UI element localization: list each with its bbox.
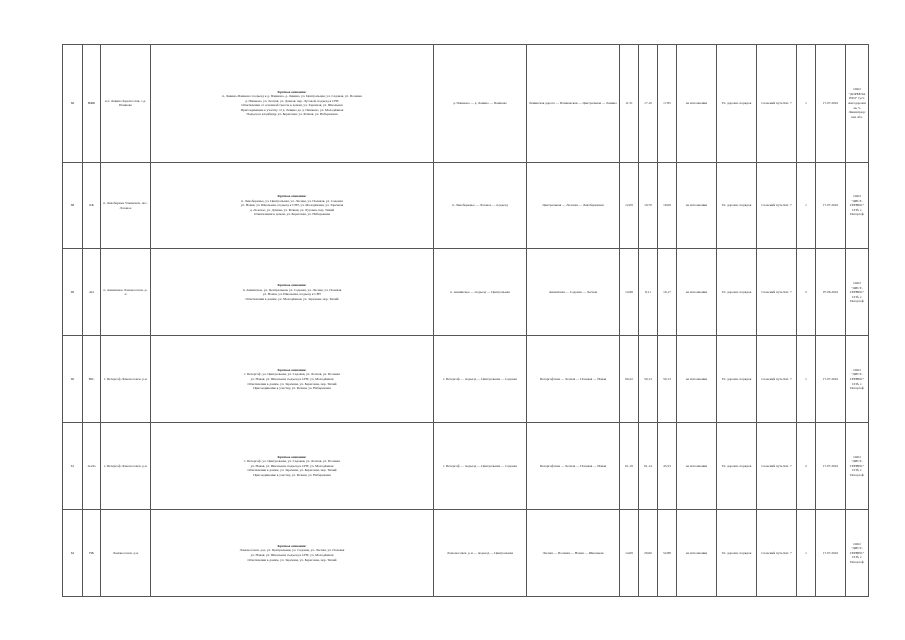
- road-from: Ломоносовск. р-н — подъезд — Центральная: [434, 510, 527, 597]
- description-line: п. Аннинское, ул. Центральная, ул. Садовая, ул. Лесная, ул. Полевая: [242, 287, 342, 292]
- width-value: 19,70: [639, 162, 658, 249]
- roads-table: [62, 44, 869, 597]
- description-line: г. Петергоф, ул. Центральная, ул. Садовая, ул. Лесная, ул. Полевая: [244, 372, 340, 377]
- status-value: на исполнении: [677, 510, 717, 597]
- organization-value: ООО "ДОРБЕЛАВТО" густ. Автодорожная, 5, Ленинградская обл.: [846, 45, 869, 163]
- row-description: [151, 162, 434, 249]
- description-line: ул. Новая, ул. Школьная, подъезд к СНТ, ул. Молодёжная, ул. Заречная: [240, 203, 344, 208]
- road-to: Петергофская — Лесная — Полевая — Новая: [527, 336, 620, 423]
- row-code: АО: [83, 249, 101, 336]
- description-line: п. Левино-Пашково: подъезд к д. Пашково, д. Левино, ул. Центральная, ул. Садовая, ул. Полевая: [222, 94, 362, 99]
- category-value: Сельский путь Кат. 7: [757, 249, 797, 336]
- description-heading: Краткое описание:: [277, 194, 307, 199]
- table-row: [63, 336, 869, 423]
- table-body: [63, 45, 869, 597]
- width-value: 20,60: [639, 510, 658, 597]
- road-from: п. Аннинское — подъезд — Центральная: [434, 249, 527, 336]
- road-from: д. Пашково — д. Левино — Пашково: [434, 45, 527, 163]
- row-location: в п. Левино Краснослав. с.д. Пашково: [101, 45, 151, 163]
- row-code: НЖБ: [83, 45, 101, 163]
- count-value: 1: [797, 162, 816, 249]
- description-heading: Краткое описание:: [277, 543, 307, 548]
- kind-value: Ул. дорожн. порядок: [717, 510, 757, 597]
- organization-value: ООО "ДИСТ-СЕРВИС" СПб, г. Петергоф: [846, 162, 869, 249]
- description-line: ул. Новая, ул. Школьная, подъезд к СНТ, ул. Молодёжная: [250, 553, 334, 558]
- row-description: [151, 423, 434, 510]
- description-lines: [153, 94, 431, 117]
- kind-value: Ул. дорожн. порядок: [717, 249, 757, 336]
- description-line: п. Левобережье, ул. Центральная, ул. Лесная, ул. Полевая, ул. Садовая: [241, 198, 343, 203]
- description-lines: [153, 459, 431, 477]
- description-line: Ответвления к домам, ул. Заречная, ул. Береговая, пер. Тихий: [247, 557, 337, 562]
- road-from: г. Петергоф — подъезд — Центральная — Садовая: [434, 336, 527, 423]
- date-value: 17.07.2022: [816, 423, 846, 510]
- description-line: Подъезд к кладбищу, ул. Береговая, ул. Речная, ул. Набережная: [246, 112, 338, 117]
- length-value: 60,22: [620, 336, 639, 423]
- description-heading: Краткое описание:: [277, 367, 307, 372]
- row-code: АлЛо: [83, 423, 101, 510]
- category-value: Сельский путь Кат. 7: [757, 423, 797, 510]
- description-line: д. Лозовое, ул. Дачная, ул. Речная, ул. Луговая, пер. Тихий: [249, 207, 335, 212]
- width-value: 17,10: [639, 45, 658, 163]
- status-value: на исполнении: [677, 162, 717, 249]
- row-location: п. Аннинское Ломоносовск. р-н: [101, 249, 151, 336]
- row-number: 66: [63, 45, 83, 163]
- width-value: 50,13: [639, 336, 658, 423]
- category-value: Сельский путь Кат. 7: [757, 336, 797, 423]
- description-line: ул. Новая, ул. Школьная, подъезд к СНТ, ул. Молодёжная: [250, 463, 334, 468]
- area-value: 17,85: [658, 45, 677, 163]
- status-value: на исполнении: [677, 423, 717, 510]
- category-value: Сельский путь Кат. 7: [757, 45, 797, 163]
- date-value: 17.07.2022: [816, 336, 846, 423]
- count-value: 2: [797, 423, 816, 510]
- date-value: 17.07.2022: [816, 45, 846, 163]
- description-line: Присоединение к участку от д. Левино до д. Пашково, ул. Молодёжная: [240, 107, 344, 112]
- category-value: Сельский путь Кат. 7: [757, 510, 797, 597]
- description-line: Ответвления к домам, ул. Заречная, ул. Береговая, пер. Тихий: [247, 381, 337, 386]
- row-code: НБ: [83, 510, 101, 597]
- row-number: 62: [63, 510, 83, 597]
- road-from: п. Левобережье — Лозовое — подъезд: [434, 162, 527, 249]
- road-to: Левинская дорога — Пашковская — Центральная — Левино: [527, 45, 620, 163]
- area-value: 16,17: [658, 249, 677, 336]
- description-lines: [153, 199, 431, 217]
- kind-value: Ул. дорожн. порядок: [717, 45, 757, 163]
- status-value: на исполнении: [677, 336, 717, 423]
- road-to: Центральная — Лозовая — Левобережная: [527, 162, 620, 249]
- count-value: 1: [797, 510, 816, 597]
- kind-value: Ул. дорожн. порядок: [717, 423, 757, 510]
- organization-value: ООО "ДИСТ-СЕРВИС" СПб, г. Петергоф: [846, 423, 869, 510]
- description-line: Ответвления к домам, ул. Заречная, ул. Береговая, пер. Тихий: [247, 468, 337, 473]
- kind-value: Ул. дорожн. порядок: [717, 336, 757, 423]
- width-value: 8,11: [639, 249, 658, 336]
- road-to: Аннинская — Садовая — Лесная: [527, 249, 620, 336]
- road-from: г. Петергоф — подъезд — Центральная — Садовая: [434, 423, 527, 510]
- row-number: 69: [63, 249, 83, 336]
- area-value: 52,88: [658, 510, 677, 597]
- organization-value: ООО "ДИСТ-СЕРВИС" СПб, г. Петергоф: [846, 336, 869, 423]
- length-value: 11,51: [620, 45, 639, 163]
- row-description: [151, 336, 434, 423]
- area-value: 45,53: [658, 423, 677, 510]
- description-line: Ответвления от основной трассы к домам, ул. Заречная, ул. Школьная: [241, 103, 343, 108]
- date-value: 07.06.2022: [816, 249, 846, 336]
- description-lines: [153, 372, 431, 390]
- row-description: [151, 249, 434, 336]
- description-line: ул. Новая, ул. Школьная, подъезд к СНТ, ул. Молодёжная: [250, 377, 334, 381]
- category-value: Сельский путь Кат. 7: [757, 162, 797, 249]
- row-number: 68: [63, 162, 83, 249]
- status-value: на исполнении: [677, 45, 717, 163]
- description-line: Ломоносовск. р-н, ул. Центральная, ул. Садовая, ул. Лесная, ул. Полевая: [239, 548, 345, 553]
- row-description: [151, 45, 434, 163]
- date-value: 17.07.2022: [816, 162, 846, 249]
- description-heading: Краткое описание:: [277, 454, 307, 459]
- row-location: Ломоносовск. р-н: [101, 510, 151, 597]
- width-value: 61,14: [639, 423, 658, 510]
- description-heading: Краткое описание:: [277, 89, 307, 94]
- kind-value: Ул. дорожн. порядок: [717, 162, 757, 249]
- table-row: [63, 249, 869, 336]
- description-lines: [153, 548, 431, 562]
- table-row: [63, 423, 869, 510]
- table-row: [63, 45, 869, 163]
- row-description: [151, 510, 434, 597]
- row-location: п. Левобережь Ульяновск. пос. Лозовое: [101, 162, 151, 249]
- length-value: 14,69: [620, 510, 639, 597]
- row-number: 61: [63, 423, 83, 510]
- description-line: г. Петергоф, ул. Центральная, ул. Садовая, ул. Лесная, ул. Полевая: [244, 459, 340, 464]
- description-line: Ответвления к домам, ул. Молодёжная, ул. Заречная, пер. Тихий: [245, 297, 339, 302]
- table-row: [63, 162, 869, 249]
- road-to: Петергофская — Лесная — Полевая — Новая: [527, 423, 620, 510]
- road-to: Лесная — Полевая — Новая — Школьная: [527, 510, 620, 597]
- row-code: ЮС: [83, 336, 101, 423]
- description-lines: [153, 288, 431, 302]
- count-value: 1: [797, 336, 816, 423]
- row-code: КБ: [83, 162, 101, 249]
- description-line: Присоединение к участку, ул. Речная, ул. Набережная: [253, 386, 331, 391]
- table-row: [63, 510, 869, 597]
- length-value: 61,19: [620, 423, 639, 510]
- date-value: 17.07.2022: [816, 510, 846, 597]
- organization-value: ООО "ДИСТ-СЕРВИС" СПб, г. Петергоф: [846, 510, 869, 597]
- row-number: 60: [63, 336, 83, 423]
- count-value: 2: [797, 249, 816, 336]
- description-heading: Краткое описание:: [277, 283, 307, 288]
- status-value: на исполнении: [677, 249, 717, 336]
- count-value: 1: [797, 45, 816, 163]
- description-line: д. Пашково, ул. Лесная, ул. Дачная, пер. Луговой, подъезд к СНТ: [245, 98, 339, 103]
- area-value: 50,13: [658, 336, 677, 423]
- row-location: г. Петергоф Ломоносовск. р-н: [101, 423, 151, 510]
- description-line: Присоединение к участку, ул. Речная, ул. Набережная: [253, 473, 331, 478]
- length-value: 14,98: [620, 249, 639, 336]
- length-value: 12,09: [620, 162, 639, 249]
- row-location: г. Петергоф Ломоносовск. р-н: [101, 336, 151, 423]
- description-line: Ответвления к домам, ул. Береговая, ул. Набережная: [253, 212, 330, 217]
- organization-value: ООО "ДИСТ-СЕРВИС" СПб, г. Петергоф: [846, 249, 869, 336]
- area-value: 19,09: [658, 162, 677, 249]
- description-line: ул. Новая, ул. Школьная, подъезд к СНТ: [262, 292, 322, 297]
